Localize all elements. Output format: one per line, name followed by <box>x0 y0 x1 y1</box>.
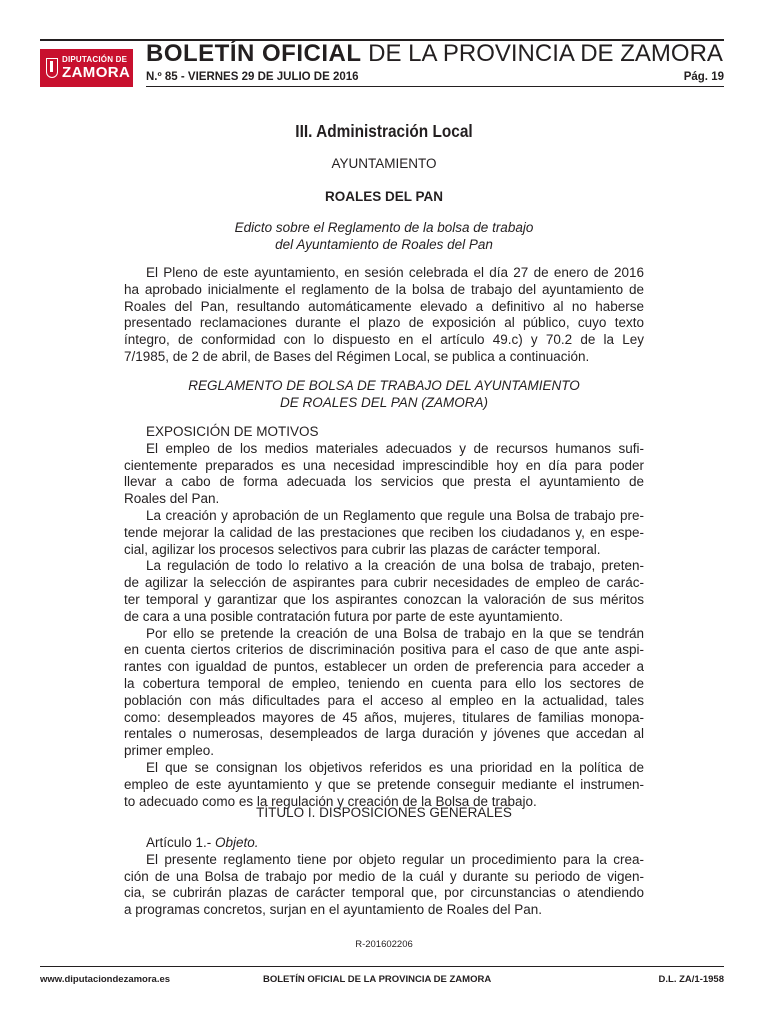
intro-paragraph <box>124 265 644 366</box>
text-line: cientemente preparados es una necesidad imprescindible hoy en día para poder <box>124 457 644 473</box>
title-one-heading: TÍTULO I. DISPOSICIONES GENERALES <box>256 805 512 820</box>
section-heading: III. Administración Local <box>295 121 473 141</box>
text-line: El que se consignan los objetivos referidos es una prioridad en la política de <box>146 759 644 775</box>
diputacion-logo[interactable] <box>40 49 133 87</box>
text-line: to adecuado como es la regulación y creación de la Bolsa de trabajo. <box>124 793 537 809</box>
text-line: rentales o numerosas, desempleados de larga duración y jóvenes que accedan al <box>124 726 644 742</box>
footer-publication-name: BOLETÍN OFICIAL DE LA PROVINCIA DE ZAMORA <box>263 974 492 985</box>
text-line: El empleo de los medios materiales adecuados y de recursos humanos sufi- <box>146 440 644 456</box>
text-line: Roales del Pan. <box>124 491 220 507</box>
text-line: tende mejorar la calidad de las prestaciones que reciben los ciudadanos y, en espe- <box>124 524 644 540</box>
text-line: ción de una Bolsa de trabajo por medio de la cuál y durante su periodo de vigen- <box>124 868 644 884</box>
text-line: primer empleo. <box>124 743 215 759</box>
edict-title-line: del Ayuntamiento de Roales del Pan <box>275 237 493 252</box>
issue-date: N.º 85 - VIERNES 29 DE JULIO DE 2016 <box>146 71 359 83</box>
page-number: Pág. 19 <box>683 71 724 83</box>
text-line: cia, se cubrirán plazas de carácter temporal que, por circunstancias o atendiendo <box>124 885 644 901</box>
text-line: La regulación de todo lo relativo a la creación de una bolsa de trabajo, preten- <box>146 558 644 574</box>
header-rule <box>146 86 724 87</box>
text-line: rantes con igualdad de puntos, establecer un orden de preferencia para acceder a <box>124 659 644 675</box>
text-line: como: desempleados mayores de 45 años, mujeres, titulares de familias monopa- <box>124 709 644 725</box>
logo-bottom-text: ZAMORA <box>62 64 131 81</box>
entity-label: AYUNTAMIENTO <box>331 156 437 171</box>
municipality-label: ROALES DEL PAN <box>324 189 443 204</box>
publication-title <box>146 39 723 69</box>
text-line: ter temporal y garantizar que los aspirantes conozcan la valoración de sus méritos <box>124 591 644 607</box>
text-line: ha aprobado inicialmente el reglamento de la bolsa de trabajo del ayuntamiento de <box>124 281 644 297</box>
footer-rule <box>40 966 724 967</box>
article-1 <box>124 835 644 919</box>
logo-top-text: DIPUTACIÓN DE <box>62 55 128 64</box>
text-line: la cobertura temporal de empleo, teniendo en cuenta para ello los sectores de <box>124 675 644 691</box>
motives-heading: EXPOSICIÓN DE MOTIVOS <box>146 424 319 439</box>
article-1-heading <box>124 835 644 852</box>
text-line: población con más dificultades para el acceso al empleo en la actualidad, tales <box>124 692 644 708</box>
footer-website-link[interactable]: www.diputaciondezamora.es <box>40 974 171 985</box>
text-line: íntegro, de conformidad con lo dispuesto en el artículo 49.c) y 70.2 de la Ley <box>124 332 644 348</box>
text-line: Roales del Pan, resultando automáticamente elevado a definitivo al no haberse <box>124 298 644 314</box>
edict-title <box>124 219 644 253</box>
text-line: a programas concretos, surjan en el ayuntamiento de Roales del Pan. <box>124 902 542 918</box>
article-1-name: Objeto. <box>215 835 259 850</box>
publication-title-bold: BOLETÍN OFICIAL <box>146 40 362 67</box>
text-line: de agilizar la selección de aspirantes para cubrir necesidades de empleo de carác- <box>124 575 644 591</box>
coat-of-arms-icon <box>46 58 58 78</box>
text-line: El presente reglamento tiene por objeto regular un procedimiento para la crea- <box>146 851 644 867</box>
regulation-title-line: REGLAMENTO DE BOLSA DE TRABAJO DEL AYUNTAMIENTO <box>188 378 580 393</box>
article-1-label: Artículo 1.- <box>146 835 216 850</box>
text-line: cial, agilizar los procesos selectivos para cubrir las plazas de carácter temporal. <box>124 541 601 557</box>
footer-legal-deposit: D.L. ZA/1-1958 <box>658 974 724 985</box>
text-line: presentado reclamaciones durante el plazo de exposición al público, cuyo texto <box>124 315 644 331</box>
logo-text <box>62 56 130 80</box>
publication-title-rest: DE LA PROVINCIA DE ZAMORA <box>361 40 723 67</box>
regulation-title <box>124 377 644 411</box>
text-line: 7/1985, de 2 de abril, de Bases del Régimen Local, se publica a continuación. <box>124 348 590 364</box>
text-line: El Pleno de este ayuntamiento, en sesión celebrada el día 27 de enero de 2016 <box>146 265 644 280</box>
text-line: empleo de este ayuntamiento y que se pretende conseguir mediante el instrumen- <box>124 776 644 792</box>
text-line: Por ello se pretende la creación de una Bolsa de trabajo en la que se tendrán <box>146 625 644 641</box>
motives-section <box>124 424 644 810</box>
edict-title-line: Edicto sobre el Reglamento de la bolsa de trabajo <box>234 220 534 235</box>
text-line: La creación y aprobación de un Reglamento que regule una Bolsa de trabajo pre- <box>146 507 644 523</box>
text-line: en cuenta ciertos criterios de discriminación positiva para el caso de que ante aspi- <box>124 642 644 658</box>
text-line: llevar a cabo de forma adecuada los servicios que presta el ayuntamiento de <box>124 474 644 490</box>
text-line: de cara a una posible contratación futura por parte de este ayuntamiento. <box>124 608 564 624</box>
regulation-title-line: DE ROALES DEL PAN (ZAMORA) <box>279 395 489 410</box>
reference-code: R-201602206 <box>355 939 413 950</box>
